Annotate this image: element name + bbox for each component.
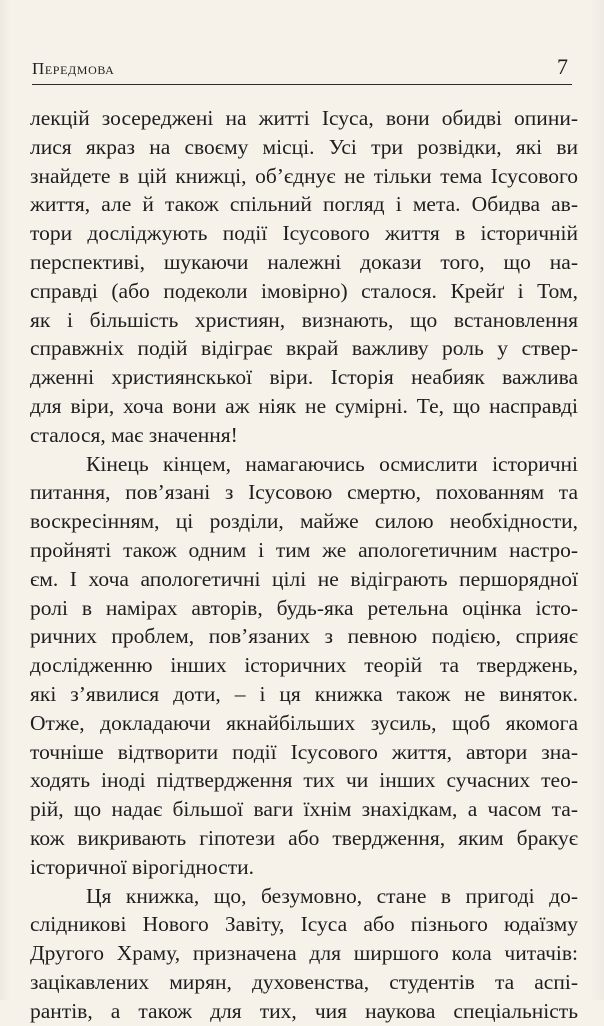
text-line: Другого Храму, призначена для ширшого кола читачів: (30, 941, 578, 966)
text-line: Отже, докладаючи якнайбільших зусиль, щоб якомога (30, 710, 578, 735)
page-header (32, 54, 572, 84)
text-line: справжніх подій відіграє вкрай важливу роль у ствер- (30, 336, 578, 361)
text-line: знайдете в цій книжці, об’єднує не тільки тема Ісусового (30, 163, 578, 188)
text-line: Ця книжка, що, безумовно, стане в пригоді до- (86, 883, 578, 908)
text-line: пройняті також одним і тим же апологетичним настро- (30, 537, 578, 562)
text-line: кож викривають гіпотези або твердження, яким бракує (30, 825, 578, 850)
text-line: перспективі, шукаючи належні докази того, що на- (30, 249, 578, 274)
text-line: рій, що надає більшої ваги їхнім знахідкам, а часом та- (30, 797, 578, 822)
paragraph-2 (30, 450, 578, 882)
text-line: зацікавлених мирян, духовенства, студентів та аспі- (30, 969, 578, 994)
text-line: тори досліджують події Ісусового життя в історичній (30, 221, 578, 246)
page-number: 7 (557, 54, 568, 79)
text-line: дослідженню інших історичних теорій та тверджень, (30, 653, 578, 678)
text-line: лекцій зосереджені на житті Ісуса, вони обидві опини- (30, 106, 578, 130)
text-line: для віри, хоча вони аж ніяк не сумірні. Те, що насправді (30, 393, 578, 418)
text-line: як і більшість християн, визнають, що встановлення (30, 307, 578, 332)
text-line: сталося, має значення! (30, 422, 238, 447)
text-line: ролі в намірах авторів, будь-яка ретельна оцінка істо- (30, 595, 578, 620)
text-line: воскресінням, ці розділи, майже силою необхідности, (30, 509, 578, 534)
text-line: точніше відтворити події Ісусового життя, автори зна- (30, 739, 578, 764)
text-line: ричних проблем, пов’язаних з певною подією, сприяє (30, 624, 578, 649)
text-line: які з’явилися доти, – і ця книжка також не виняток. (30, 681, 578, 706)
text-line: лися якраз на своєму місці. Усі три розвідки, які ви (30, 134, 578, 159)
text-line: дженні християнскької віри. Історія неабияк важлива (30, 365, 578, 390)
text-line: Кінець кінцем, намагаючись осмислити історичні (86, 451, 578, 476)
text-line: життя, але й також спільний погляд і мета. Обидва ав- (30, 192, 578, 217)
text-line: питання, пов’язані з Ісусовою смертю, похованням та (30, 480, 578, 505)
text-line: єм. І хоча апологетичні цілі не відіграють першорядної (30, 566, 578, 591)
text-line: рантів, а також для тих, чия наукова спеціальність (30, 998, 578, 1023)
body-text (30, 104, 578, 1026)
text-line: історичної вірогідности. (30, 854, 255, 879)
header-rule (32, 84, 572, 85)
text-line: слідникові Нового Завіту, Ісуса або пізнього юдаїзму (30, 912, 578, 937)
running-head: Передмова (32, 59, 115, 78)
text-line: справді (або подеколи імовірно) сталося. Крейґ і Том, (30, 278, 578, 303)
text-line: ходять іноді підтвердження тих чи інших сучасних тео- (30, 768, 578, 793)
paragraph-3 (30, 882, 578, 1026)
paragraph-1 (30, 104, 578, 450)
